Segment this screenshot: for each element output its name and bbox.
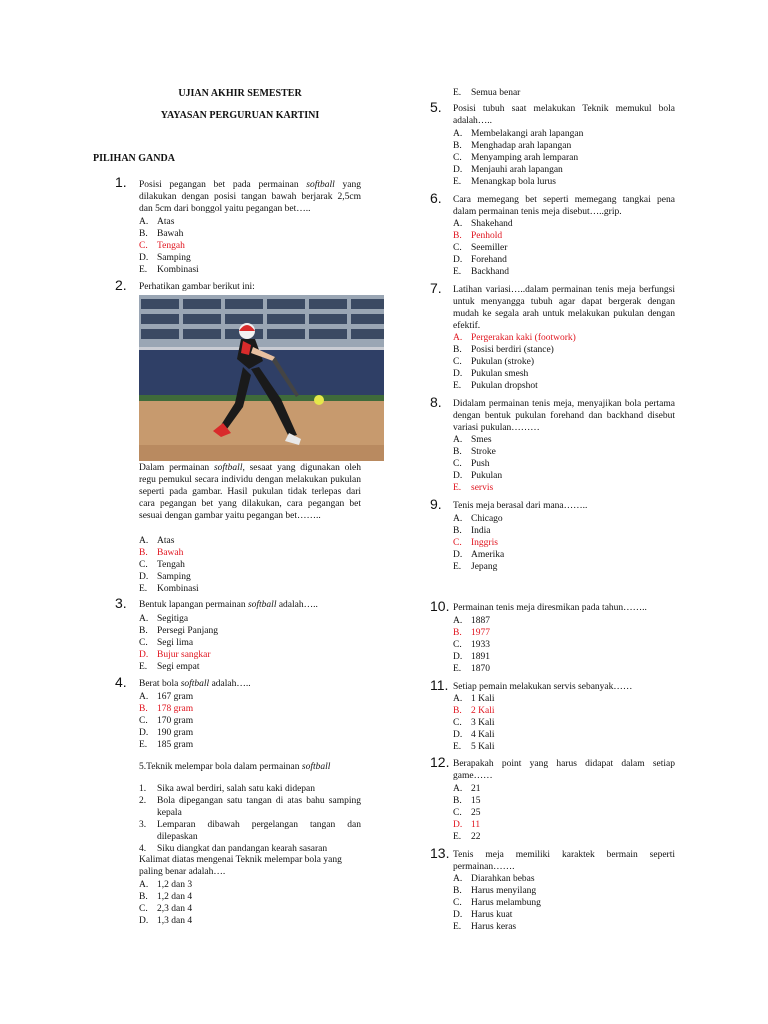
answer-option [453, 242, 513, 254]
answer-option-letter: D. [453, 730, 463, 740]
answer-option [453, 921, 541, 933]
answer-option [453, 741, 494, 753]
section-title: PILIHAN GANDA [93, 153, 175, 164]
question-6-text: Cara memegang bet seperti memegang tangkai pena dalam permainan tenis meja disebut…..grip. [453, 195, 675, 217]
answer-option-letter: B. [453, 706, 462, 716]
answer-option [453, 434, 502, 446]
question-4-options [139, 691, 193, 751]
answer-option [453, 783, 481, 795]
answer-option-letter: E. [453, 177, 462, 187]
answer-option-text: Pukulan dropshot [471, 381, 538, 391]
answer-option-letter: E. [139, 740, 148, 750]
question-3-text: Bentuk lapangan permainan softball adalah….. [139, 600, 318, 610]
question-5-left-options [139, 879, 192, 927]
answer-option-letter: A. [453, 694, 463, 704]
answer-option-letter: D. [139, 572, 149, 582]
answer-option-letter: A. [453, 616, 463, 626]
answer-option-text: Penhold [471, 231, 503, 241]
answer-option-text: Membelakangi arah lapangan [471, 129, 584, 139]
answer-option-letter: D. [453, 165, 463, 175]
answer-option [139, 661, 218, 673]
statement-number: 1. [139, 784, 147, 794]
answer-option [139, 535, 199, 547]
answer-option [453, 885, 541, 897]
answer-option [453, 356, 576, 368]
answer-option [139, 583, 199, 595]
answer-option-text: Atas [157, 217, 175, 227]
answer-option-text: 1,2 dan 4 [157, 892, 193, 902]
answer-option-text: Pukulan [471, 471, 503, 481]
question-10-options [453, 615, 490, 675]
answer-option-letter: D. [453, 820, 463, 830]
answer-option [453, 140, 583, 152]
question-2-options [139, 535, 199, 595]
answer-option-letter: A. [453, 129, 463, 139]
statement-item [139, 783, 361, 795]
answer-option [453, 380, 576, 392]
answer-option-text: Atas [157, 536, 175, 546]
answer-option-text: Smes [471, 435, 492, 445]
answer-option-text: Posisi berdiri (stance) [471, 345, 554, 355]
answer-option-text: 25 [471, 808, 481, 818]
question-number: 1. [115, 174, 127, 190]
answer-option-text: 178 gram [157, 704, 194, 714]
answer-option [453, 807, 481, 819]
answer-option [453, 176, 583, 188]
answer-option [139, 228, 199, 240]
answer-option-letter: C. [139, 716, 148, 726]
answer-option-letter: B. [139, 704, 148, 714]
answer-option-letter: B. [453, 796, 462, 806]
question-5-statements [139, 783, 361, 855]
answer-option-letter: E. [453, 742, 462, 752]
answer-option-letter: B. [453, 231, 462, 241]
answer-option-letter: B. [139, 548, 148, 558]
answer-option-letter: B. [453, 141, 462, 151]
answer-option [453, 717, 494, 729]
statement-number: 4. [139, 844, 147, 854]
question-number: 12. [430, 754, 450, 770]
answer-option [453, 693, 494, 705]
answer-option-text: India [471, 526, 491, 536]
question-8-options [453, 434, 502, 494]
answer-option-letter: D. [139, 253, 149, 263]
answer-option-text: Bawah [157, 229, 184, 239]
answer-option-letter: D. [453, 471, 463, 481]
question-number: 9. [430, 496, 442, 512]
answer-option [453, 729, 494, 741]
answer-option-text: Pergerakan kaki (footwork) [471, 333, 576, 343]
question-7-text: Latihan variasi…..dalam permainan tenis meja berfungsi untuk menyangga tubuh agar dapat bergerak dengan mudah ke segala arah untuk melakukan pukulan dengan efektif. [453, 285, 675, 331]
answer-option-text: Tengah [157, 560, 185, 570]
question-11-text: Setiap pemain melakukan servis sebanyak…… [453, 682, 633, 692]
answer-option-letter: E. [139, 662, 148, 672]
answer-option-text: 185 gram [157, 740, 194, 750]
foundation-title: YAYASAN PERGURUAN KARTINI [160, 110, 320, 121]
question-4-text: Berat bola softball adalah….. [139, 679, 251, 689]
answer-option-letter: E. [139, 584, 148, 594]
answer-option-text: 1870 [471, 664, 490, 674]
answer-option-text: Inggris [471, 538, 498, 548]
answer-option-text: 1891 [471, 652, 490, 662]
answer-option [453, 909, 541, 921]
answer-option-text: Stroke [471, 447, 496, 457]
answer-option-text: Harus menyilang [471, 886, 537, 896]
answer-option [453, 615, 490, 627]
answer-option-text: Diarahkan bebas [471, 874, 535, 884]
answer-option-letter: E. [453, 562, 462, 572]
answer-option-letter: A. [139, 880, 149, 890]
answer-option-text: Samping [157, 572, 191, 582]
answer-option-letter: A. [139, 614, 149, 624]
answer-option [139, 625, 218, 637]
answer-option-text: Pukulan (stroke) [471, 357, 535, 367]
answer-option-text: 22 [471, 832, 481, 842]
answer-option [453, 819, 481, 831]
answer-option [453, 254, 513, 266]
answer-option-text: Segitiga [157, 614, 189, 624]
answer-option-letter: B. [139, 229, 148, 239]
statement-item [139, 795, 361, 819]
answer-option-letter: E. [453, 832, 462, 842]
answer-option [139, 739, 193, 751]
answer-option-letter: A. [453, 333, 463, 343]
question-number: 6. [430, 190, 442, 206]
answer-option-letter: A. [139, 692, 149, 702]
answer-option [453, 344, 576, 356]
answer-option-text: 2,3 dan 4 [157, 904, 193, 914]
answer-option [453, 627, 490, 639]
question-12-text: Berapakah point yang harus didapat dalam setiap game…… [453, 759, 675, 781]
question-number: 7. [430, 280, 442, 296]
answer-option-letter: A. [453, 514, 463, 524]
answer-option-letter: E. [453, 664, 462, 674]
question-5-text: Posisi tubuh saat melakukan Teknik memukul bola adalah….. [453, 104, 675, 126]
answer-option [453, 266, 513, 278]
answer-option-text: Push [471, 459, 490, 469]
answer-option [453, 152, 583, 164]
question-1-text: Posisi pegangan bet pada permainan softball yang dilakukan dengan posisi tangan bawah berjarak 2,5cm dan 5cm dari bonggol yaitu pegangan bet….. [139, 180, 361, 214]
answer-option-text: Kombinasi [157, 584, 199, 594]
question-10-text: Permainan tenis meja diresmikan pada tahun…….. [453, 603, 647, 613]
answer-option-text: Persegi Panjang [157, 626, 218, 636]
answer-option-text: 1887 [471, 616, 490, 626]
statement-text: Bola dipegangan satu tangan di atas bahu samping kepala [157, 796, 361, 818]
answer-option [139, 891, 192, 903]
answer-option [453, 663, 490, 675]
answer-option-text: 170 gram [157, 716, 194, 726]
answer-option-letter: C. [453, 718, 462, 728]
answer-option [453, 128, 583, 140]
answer-option [453, 651, 490, 663]
statement-number: 3. [139, 820, 147, 830]
answer-option-text: Menghadap arah lapangan [471, 141, 572, 151]
answer-option [139, 649, 218, 661]
answer-option-letter: C. [453, 153, 462, 163]
question-number: 13. [430, 845, 450, 861]
answer-option [139, 252, 199, 264]
answer-option-letter: B. [453, 886, 462, 896]
question-5-options [453, 128, 583, 188]
question-7-options [453, 332, 576, 392]
answer-option-letter: A. [139, 536, 149, 546]
answer-option-text: Backhand [471, 267, 509, 277]
statement-item [139, 819, 361, 843]
answer-option-letter: A. [453, 874, 463, 884]
exam-title: UJIAN AKHIR SEMESTER [178, 88, 302, 99]
question-9-text: Tenis meja berasal dari mana…….. [453, 501, 588, 511]
answer-option-letter: A. [453, 219, 463, 229]
answer-option [139, 240, 199, 252]
answer-option-text: Samping [157, 253, 191, 263]
answer-option-text: Bujur sangkar [157, 650, 211, 660]
question-number: 5. [430, 99, 442, 115]
answer-option [139, 715, 193, 727]
answer-option-letter: C. [453, 459, 462, 469]
answer-option-letter: C. [453, 538, 462, 548]
answer-option-text: Shakehand [471, 219, 513, 229]
statement-text: Siku diangkat dan pandangan kearah sasaran [157, 844, 328, 854]
answer-option-text: Segi empat [157, 662, 200, 672]
answer-option-letter: C. [453, 640, 462, 650]
answer-option-letter: D. [139, 728, 149, 738]
answer-option-letter: B. [453, 526, 462, 536]
softball-batter-photo [139, 295, 384, 461]
question-5-left-option-e: E. Semua benar [453, 88, 521, 98]
question-11-options [453, 693, 494, 753]
answer-option-text: 11 [471, 820, 481, 830]
answer-option-letter: C. [453, 808, 462, 818]
answer-option [453, 513, 504, 525]
answer-option [139, 879, 192, 891]
answer-option-text: Harus melambung [471, 898, 541, 908]
answer-option-letter: D. [453, 550, 463, 560]
answer-option-letter: C. [139, 241, 148, 251]
answer-option-letter: D. [453, 652, 463, 662]
answer-option [453, 218, 513, 230]
answer-option-text: Forehand [471, 255, 507, 265]
answer-option-letter: A. [453, 784, 463, 794]
statement-text: Sika awal berdiri, salah satu kaki didepan [157, 784, 316, 794]
question-2-text: Perhatikan gambar berikut ini: [139, 282, 255, 292]
answer-option [453, 470, 502, 482]
answer-option-text: servis [471, 483, 494, 493]
answer-option [453, 831, 481, 843]
answer-option-letter: A. [453, 435, 463, 445]
answer-option-letter: C. [453, 357, 462, 367]
answer-option [139, 637, 218, 649]
question-number: 3. [115, 595, 127, 611]
answer-option-text: Kombinasi [157, 265, 199, 275]
statement-number: 2. [139, 796, 147, 806]
answer-option-text: 1,2 dan 3 [157, 880, 193, 890]
answer-option-letter: C. [453, 243, 462, 253]
answer-option-text: Tengah [157, 241, 185, 251]
answer-option-letter: B. [453, 345, 462, 355]
answer-option [453, 795, 481, 807]
answer-option-letter: B. [139, 892, 148, 902]
answer-option-text: Pukulan smesh [471, 369, 529, 379]
answer-option-letter: B. [453, 447, 462, 457]
answer-option-text: Jepang [471, 562, 498, 572]
answer-option-letter: D. [139, 916, 149, 926]
answer-option-letter: D. [139, 650, 149, 660]
answer-option-letter: A. [139, 217, 149, 227]
answer-option [139, 571, 199, 583]
answer-option-text: Menjauhi arah lapangan [471, 165, 563, 175]
answer-option-letter: E. [139, 265, 148, 275]
answer-option-text: 1977 [471, 628, 490, 638]
answer-option-text: 15 [471, 796, 481, 806]
answer-option [453, 332, 576, 344]
answer-option-text: 167 gram [157, 692, 194, 702]
answer-option-text: 3 Kali [471, 718, 495, 728]
answer-option-text: 190 gram [157, 728, 194, 738]
answer-option-text: Bawah [157, 548, 184, 558]
answer-option-letter: C. [139, 560, 148, 570]
answer-option [139, 691, 193, 703]
answer-option [453, 525, 504, 537]
answer-option-letter: C. [453, 898, 462, 908]
question-number: 4. [115, 674, 127, 690]
answer-option-letter: E. [453, 381, 462, 391]
statement-text: Lemparan dibawah pergelangan tangan dan dilepaskan [157, 820, 361, 842]
answer-option-text: Chicago [471, 514, 503, 524]
answer-option [139, 703, 193, 715]
question-number: 10. [430, 598, 450, 614]
answer-option-letter: B. [453, 628, 462, 638]
answer-option [453, 458, 502, 470]
answer-option-text: Harus keras [471, 922, 517, 932]
answer-option [453, 446, 502, 458]
answer-option [453, 561, 504, 573]
answer-option-text: 1,3 dan 4 [157, 916, 193, 926]
question-5-left-question: Kalimat diatas mengenai Teknik melempar bola yang paling benar adalah…. [139, 855, 342, 877]
answer-option-text: 21 [471, 784, 481, 794]
question-2-description: Dalam permainan softball, sesaat yang digunakan oleh regu pemukul secara individu dengan melakukan pukulan seperti pada gambar. Hasil pukulan tidak terlepas dari cara pegangan bet yang dilakukan, cara pegangan bet sesuai dengan gambar yaitu pegangan bet…….. [139, 463, 361, 521]
answer-option-text: 5 Kali [471, 742, 495, 752]
answer-option-text: Harus kuat [471, 910, 513, 920]
answer-option [139, 216, 199, 228]
answer-option [139, 727, 193, 739]
answer-option-letter: D. [453, 369, 463, 379]
answer-option-text: 2 Kali [471, 706, 495, 716]
answer-option-letter: C. [139, 904, 148, 914]
answer-option [453, 164, 583, 176]
question-8-text: Didalam permainan tenis meja, menyajikan bola pertama dengan bentuk pukulan forehand dan backhand disebut variasi pukulan……… [453, 399, 675, 433]
answer-option-letter: D. [453, 910, 463, 920]
answer-option [139, 613, 218, 625]
answer-option-text: 1 Kali [471, 694, 495, 704]
answer-option [453, 873, 541, 885]
answer-option [139, 264, 199, 276]
answer-option-text: Seemiller [471, 243, 508, 253]
answer-option [453, 639, 490, 651]
question-12-options [453, 783, 481, 843]
question-13-options [453, 873, 541, 933]
answer-option-text: 4 Kali [471, 730, 495, 740]
question-1-options [139, 216, 199, 276]
answer-option [453, 230, 513, 242]
answer-option [453, 897, 541, 909]
answer-option-letter: C. [139, 638, 148, 648]
question-5-left-text: 5.Teknik melempar bola dalam permainan softball [139, 762, 331, 772]
answer-option-text: Amerika [471, 550, 505, 560]
answer-option [453, 705, 494, 717]
question-number: 8. [430, 394, 442, 410]
answer-option-letter: E. [453, 922, 462, 932]
answer-option-text: Segi lima [157, 638, 194, 648]
question-9-options [453, 513, 504, 573]
answer-option [453, 368, 576, 380]
answer-option [453, 482, 502, 494]
answer-option-letter: E. [453, 483, 462, 493]
answer-option-letter: D. [453, 255, 463, 265]
answer-option-letter: B. [139, 626, 148, 636]
answer-option-letter: E. [453, 267, 462, 277]
question-13-text: Tenis meja memiliki karaktek bermain seperti permainan……. [453, 850, 675, 872]
answer-option [453, 549, 504, 561]
answer-option [139, 915, 192, 927]
answer-option-text: 1933 [471, 640, 490, 650]
question-3-options [139, 613, 218, 673]
question-number: 11. [430, 677, 449, 693]
answer-option [453, 537, 504, 549]
answer-option [139, 559, 199, 571]
answer-option-text: Menangkap bola lurus [471, 177, 556, 187]
answer-option-text: Menyamping arah lemparan [471, 153, 579, 163]
question-number: 2. [115, 277, 127, 293]
answer-option [139, 903, 192, 915]
answer-option [139, 547, 199, 559]
question-6-options [453, 218, 513, 278]
